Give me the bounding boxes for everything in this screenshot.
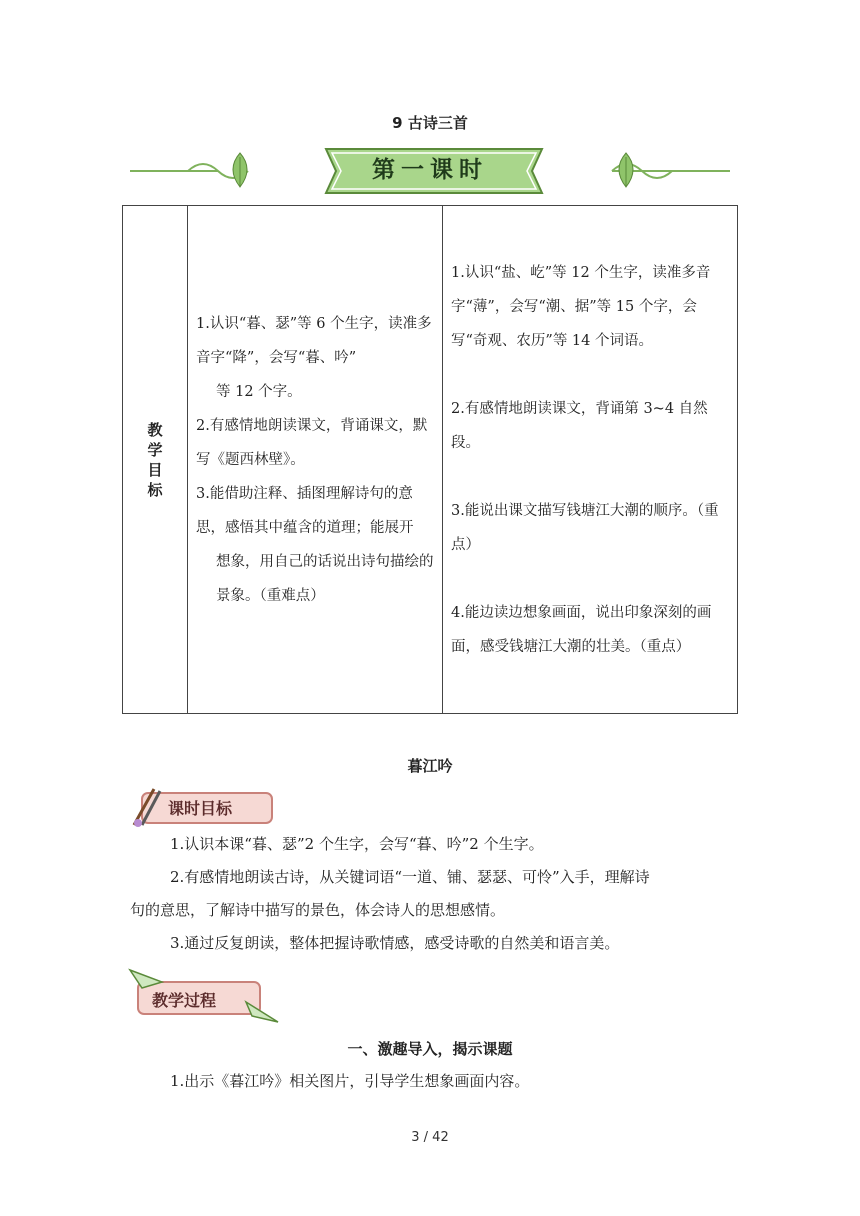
page-title: 9 古诗三首: [392, 114, 468, 132]
objectives-label-cell: [123, 206, 188, 714]
objective-text: 3.能说出课文描写钱塘江大潮的顺序。（重点）: [451, 502, 719, 553]
leaf-ornament-icon: [619, 153, 633, 187]
objective-text: 1.认识“盐、屹”等 12 个生字，读准多音字“薄”，会写“潮、据”等 15 个字，会写“奇观、农历”等 14 个词语。: [451, 264, 711, 349]
objectives-cell-poems: [188, 206, 443, 714]
objective-text: 1.认识“暮、瑟”等 6 个生字，读准多音字“降”，会写“暮、吟”: [196, 315, 432, 366]
section-item: 1.出示《暮江吟》相关图片，引导学生想象画面内容。: [170, 1072, 530, 1090]
poem-title: 暮江吟: [407, 757, 453, 775]
goals-badge-label: 课时目标: [168, 799, 233, 818]
goal-line: 2.有感情地朗读古诗，从关键词语“一道、铺、瑟瑟、可怜”入手，理解诗: [170, 868, 650, 886]
goal-line: 3.通过反复朗读，整体把握诗歌情感，感受诗歌的自然美和语言美。: [170, 934, 620, 952]
leaf-ornament-icon: [233, 153, 247, 187]
objective-text: 3.能借助注释、插图理解诗句的意思，感悟其中蕴含的道理；能展开: [196, 485, 414, 536]
process-badge-label: 教学过程: [152, 991, 217, 1010]
objective-text: 4.能边读边想象画面，说出印象深刻的画面，感受钱塘江大潮的壮美。（重点）: [451, 604, 712, 655]
objectives-label: 教学目标: [147, 420, 163, 499]
banner-label: 第一课时: [372, 157, 488, 183]
objective-text: 想象，用自己的话说出诗句描绘的景象。（重难点）: [216, 553, 434, 604]
objectives-cell-tide: [443, 206, 738, 714]
goal-line: 1.认识本课“暮、瑟”2 个生字，会写“暮、吟”2 个生字。: [170, 835, 544, 853]
objectives-table: [122, 205, 738, 714]
section-heading: 一、激趣导入，揭示课题: [347, 1040, 513, 1058]
objective-text: 等 12 个字。: [216, 383, 302, 400]
goal-line: 句的意思，了解诗中描写的景色，体会诗人的思想感情。: [130, 901, 506, 919]
page-number: 3 / 42: [411, 1130, 449, 1145]
objective-text: 2.有感情地朗读课文，背诵课文，默写《题西林壁》。: [196, 417, 428, 468]
objective-text: 2.有感情地朗读课文，背诵第 3~4 自然段。: [451, 400, 708, 451]
